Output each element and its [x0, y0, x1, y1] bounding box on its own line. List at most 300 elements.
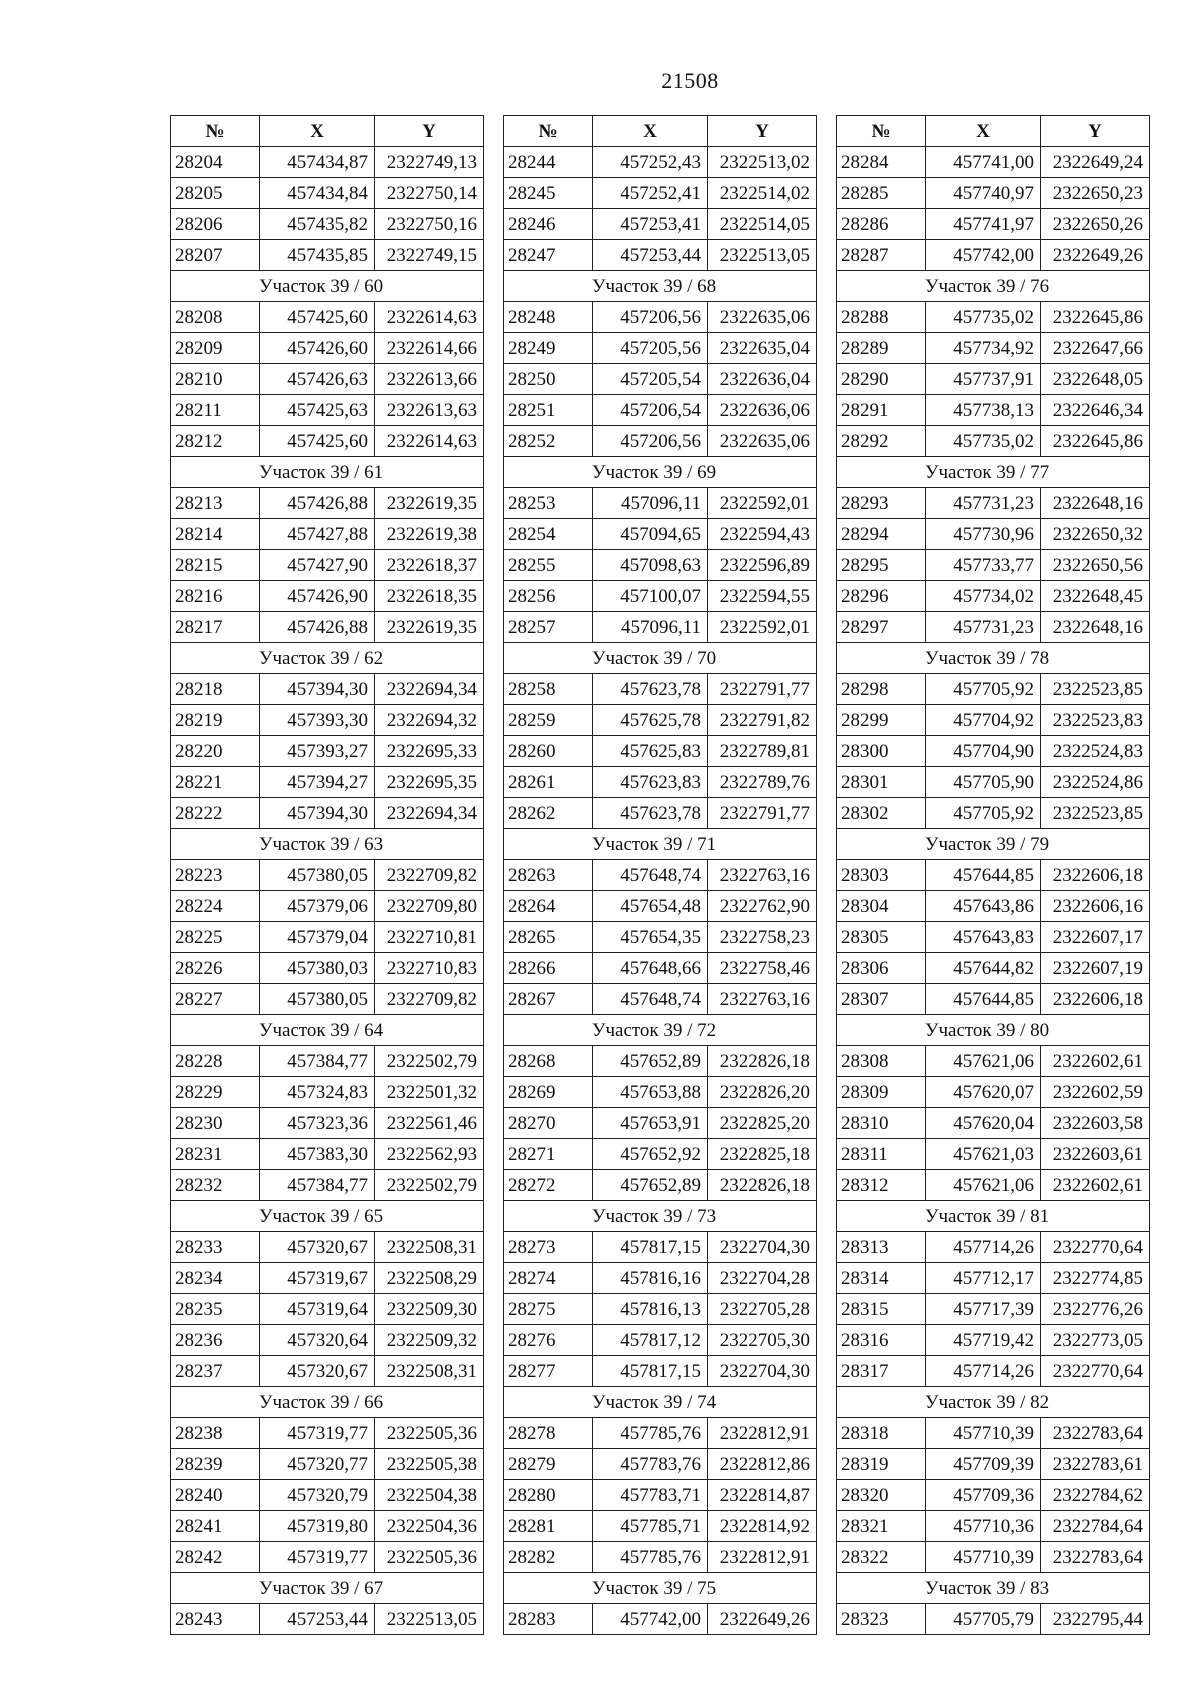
x-value: 457712,17 [926, 1263, 1041, 1294]
y-value: 2322561,46 [375, 1108, 484, 1139]
point-number: 28317 [837, 1356, 926, 1387]
section-row [504, 1573, 817, 1604]
point-number: 28219 [171, 705, 260, 736]
point-number: 28315 [837, 1294, 926, 1325]
table-row [171, 1604, 484, 1635]
point-number: 28229 [171, 1077, 260, 1108]
point-number: 28214 [171, 519, 260, 550]
table-row [837, 395, 1150, 426]
y-value: 2322502,79 [375, 1046, 484, 1077]
y-value: 2322636,06 [708, 395, 817, 426]
point-number: 28231 [171, 1139, 260, 1170]
point-number: 28265 [504, 922, 593, 953]
table-row [504, 1170, 817, 1201]
x-value: 457714,26 [926, 1356, 1041, 1387]
y-value: 2322758,23 [708, 922, 817, 953]
y-value: 2322710,81 [375, 922, 484, 953]
y-value: 2322750,14 [375, 178, 484, 209]
section-row [171, 271, 484, 302]
x-value: 457644,82 [926, 953, 1041, 984]
table-row [504, 891, 817, 922]
x-value: 457734,02 [926, 581, 1041, 612]
x-value: 457098,63 [593, 550, 708, 581]
x-value: 457643,86 [926, 891, 1041, 922]
table-row [171, 395, 484, 426]
x-value: 457648,74 [593, 984, 708, 1015]
section-row [504, 457, 817, 488]
point-number: 28256 [504, 581, 593, 612]
table-row [504, 984, 817, 1015]
y-value: 2322750,16 [375, 209, 484, 240]
y-value: 2322505,38 [375, 1449, 484, 1480]
table-row [837, 798, 1150, 829]
table-row [837, 209, 1150, 240]
point-number: 28215 [171, 550, 260, 581]
table-row [504, 953, 817, 984]
table-row [837, 1077, 1150, 1108]
table-row [171, 798, 484, 829]
x-value: 457380,05 [260, 984, 375, 1015]
page-number: 21508 [661, 68, 719, 93]
x-value: 457427,88 [260, 519, 375, 550]
table-row [504, 1449, 817, 1480]
y-value: 2322789,76 [708, 767, 817, 798]
y-value: 2322514,02 [708, 178, 817, 209]
x-value: 457709,36 [926, 1480, 1041, 1511]
table-row [171, 953, 484, 984]
x-value: 457705,90 [926, 767, 1041, 798]
x-value: 457425,60 [260, 426, 375, 457]
section-label: Участок 39 / 61 [171, 457, 484, 488]
x-value: 457625,83 [593, 736, 708, 767]
table-row [171, 1139, 484, 1170]
y-value: 2322613,66 [375, 364, 484, 395]
x-value: 457709,39 [926, 1449, 1041, 1480]
y-value: 2322650,32 [1041, 519, 1150, 550]
table-row [837, 178, 1150, 209]
section-label: Участок 39 / 69 [504, 457, 817, 488]
table-row [837, 302, 1150, 333]
y-value: 2322825,20 [708, 1108, 817, 1139]
y-value: 2322704,30 [708, 1356, 817, 1387]
point-number: 28285 [837, 178, 926, 209]
point-number: 28259 [504, 705, 593, 736]
table-row [837, 426, 1150, 457]
y-value: 2322562,93 [375, 1139, 484, 1170]
section-label: Участок 39 / 78 [837, 643, 1150, 674]
point-number: 28217 [171, 612, 260, 643]
point-number: 28267 [504, 984, 593, 1015]
table-row [171, 488, 484, 519]
table-row [171, 519, 484, 550]
x-value: 457096,11 [593, 612, 708, 643]
table-row [504, 240, 817, 271]
y-value: 2322784,64 [1041, 1511, 1150, 1542]
table-row [837, 147, 1150, 178]
point-number: 28293 [837, 488, 926, 519]
table-row [171, 1232, 484, 1263]
point-number: 28297 [837, 612, 926, 643]
y-value: 2322649,26 [1041, 240, 1150, 271]
section-row [837, 643, 1150, 674]
x-value: 457426,60 [260, 333, 375, 364]
x-value: 457319,80 [260, 1511, 375, 1542]
x-value: 457094,65 [593, 519, 708, 550]
point-number: 28303 [837, 860, 926, 891]
point-number: 28226 [171, 953, 260, 984]
point-number: 28242 [171, 1542, 260, 1573]
table-row [504, 860, 817, 891]
point-number: 28250 [504, 364, 593, 395]
section-row [504, 1015, 817, 1046]
point-number: 28284 [837, 147, 926, 178]
coordinates-table-1 [170, 115, 484, 1635]
table-row [171, 767, 484, 798]
y-value: 2322710,83 [375, 953, 484, 984]
x-value: 457623,78 [593, 674, 708, 705]
point-number: 28282 [504, 1542, 593, 1573]
point-number: 28252 [504, 426, 593, 457]
y-value: 2322704,30 [708, 1232, 817, 1263]
table-row [504, 426, 817, 457]
y-value: 2322709,80 [375, 891, 484, 922]
y-value: 2322705,30 [708, 1325, 817, 1356]
section-row [837, 271, 1150, 302]
table-row [504, 519, 817, 550]
table-row [171, 240, 484, 271]
table-row [171, 1263, 484, 1294]
point-number: 28310 [837, 1108, 926, 1139]
point-number: 28207 [171, 240, 260, 271]
point-number: 28239 [171, 1449, 260, 1480]
y-value: 2322825,18 [708, 1139, 817, 1170]
y-value: 2322650,26 [1041, 209, 1150, 240]
x-value: 457705,79 [926, 1604, 1041, 1635]
point-number: 28322 [837, 1542, 926, 1573]
y-value: 2322812,91 [708, 1418, 817, 1449]
y-value: 2322618,37 [375, 550, 484, 581]
x-value: 457621,03 [926, 1139, 1041, 1170]
table-row [171, 984, 484, 1015]
table-row [837, 1604, 1150, 1635]
x-value: 457252,41 [593, 178, 708, 209]
table-row [504, 1046, 817, 1077]
x-value: 457205,56 [593, 333, 708, 364]
section-label: Участок 39 / 82 [837, 1387, 1150, 1418]
table-row [504, 612, 817, 643]
x-value: 457434,87 [260, 147, 375, 178]
x-value: 457621,06 [926, 1170, 1041, 1201]
table-row [504, 1139, 817, 1170]
table-row [171, 1449, 484, 1480]
x-value: 457737,91 [926, 364, 1041, 395]
y-value: 2322618,35 [375, 581, 484, 612]
y-value: 2322502,79 [375, 1170, 484, 1201]
point-number: 28279 [504, 1449, 593, 1480]
y-value: 2322504,36 [375, 1511, 484, 1542]
x-value: 457100,07 [593, 581, 708, 612]
table-row [504, 1604, 817, 1635]
section-row [171, 643, 484, 674]
y-value: 2322646,34 [1041, 395, 1150, 426]
table-row [171, 426, 484, 457]
y-value: 2322783,64 [1041, 1418, 1150, 1449]
point-number: 28295 [837, 550, 926, 581]
section-row [171, 829, 484, 860]
x-value: 457384,77 [260, 1046, 375, 1077]
table-row [837, 581, 1150, 612]
point-number: 28323 [837, 1604, 926, 1635]
y-value: 2322505,36 [375, 1418, 484, 1449]
table-row [171, 178, 484, 209]
table-row [171, 550, 484, 581]
x-value: 457731,23 [926, 612, 1041, 643]
y-value: 2322596,89 [708, 550, 817, 581]
x-value: 457206,54 [593, 395, 708, 426]
y-value: 2322594,43 [708, 519, 817, 550]
table-row [837, 1139, 1150, 1170]
y-value: 2322523,85 [1041, 798, 1150, 829]
y-value: 2322619,35 [375, 612, 484, 643]
y-value: 2322602,61 [1041, 1170, 1150, 1201]
section-row [837, 1573, 1150, 1604]
y-value: 2322791,77 [708, 674, 817, 705]
point-number: 28298 [837, 674, 926, 705]
table-row [171, 1418, 484, 1449]
x-value: 457734,92 [926, 333, 1041, 364]
table-row [171, 922, 484, 953]
section-row [837, 1201, 1150, 1232]
section-row [171, 1573, 484, 1604]
y-value: 2322648,45 [1041, 581, 1150, 612]
point-number: 28308 [837, 1046, 926, 1077]
table-row [837, 550, 1150, 581]
point-number: 28294 [837, 519, 926, 550]
y-value: 2322784,62 [1041, 1480, 1150, 1511]
point-number: 28257 [504, 612, 593, 643]
x-value: 457380,03 [260, 953, 375, 984]
table-row [837, 736, 1150, 767]
point-number: 28301 [837, 767, 926, 798]
y-value: 2322513,02 [708, 147, 817, 178]
section-label: Участок 39 / 76 [837, 271, 1150, 302]
y-value: 2322603,58 [1041, 1108, 1150, 1139]
table-row [171, 333, 484, 364]
point-number: 28320 [837, 1480, 926, 1511]
point-number: 28224 [171, 891, 260, 922]
section-row [504, 829, 817, 860]
x-value: 457648,66 [593, 953, 708, 984]
y-value: 2322695,33 [375, 736, 484, 767]
section-row [171, 1201, 484, 1232]
table-row [171, 891, 484, 922]
y-value: 2322603,61 [1041, 1139, 1150, 1170]
y-value: 2322694,32 [375, 705, 484, 736]
section-row [504, 643, 817, 674]
x-value: 457785,76 [593, 1542, 708, 1573]
point-number: 28223 [171, 860, 260, 891]
section-label: Участок 39 / 65 [171, 1201, 484, 1232]
x-value: 457644,85 [926, 984, 1041, 1015]
x-value: 457319,77 [260, 1542, 375, 1573]
table-row [837, 1046, 1150, 1077]
x-value: 457096,11 [593, 488, 708, 519]
y-value: 2322614,63 [375, 426, 484, 457]
point-number: 28291 [837, 395, 926, 426]
table-row [504, 1263, 817, 1294]
section-label: Участок 39 / 75 [504, 1573, 817, 1604]
y-value: 2322614,63 [375, 302, 484, 333]
section-label: Участок 39 / 66 [171, 1387, 484, 1418]
x-value: 457253,44 [260, 1604, 375, 1635]
x-value: 457435,82 [260, 209, 375, 240]
x-value: 457384,77 [260, 1170, 375, 1201]
x-value: 457783,76 [593, 1449, 708, 1480]
point-number: 28230 [171, 1108, 260, 1139]
y-value: 2322776,26 [1041, 1294, 1150, 1325]
x-value: 457741,00 [926, 147, 1041, 178]
y-value: 2322649,24 [1041, 147, 1150, 178]
y-value: 2322513,05 [375, 1604, 484, 1635]
y-value: 2322614,66 [375, 333, 484, 364]
point-number: 28316 [837, 1325, 926, 1356]
point-number: 28313 [837, 1232, 926, 1263]
y-value: 2322695,35 [375, 767, 484, 798]
y-value: 2322826,20 [708, 1077, 817, 1108]
y-value: 2322606,18 [1041, 860, 1150, 891]
table-row [504, 1418, 817, 1449]
point-number: 28249 [504, 333, 593, 364]
x-value: 457319,64 [260, 1294, 375, 1325]
x-value: 457379,04 [260, 922, 375, 953]
y-value: 2322509,32 [375, 1325, 484, 1356]
table-row [504, 705, 817, 736]
x-value: 457320,79 [260, 1480, 375, 1511]
section-row [171, 1387, 484, 1418]
y-value: 2322645,86 [1041, 302, 1150, 333]
y-value: 2322523,83 [1041, 705, 1150, 736]
point-number: 28204 [171, 147, 260, 178]
x-value: 457710,36 [926, 1511, 1041, 1542]
y-value: 2322636,04 [708, 364, 817, 395]
point-number: 28206 [171, 209, 260, 240]
table-row [504, 550, 817, 581]
y-value: 2322508,29 [375, 1263, 484, 1294]
x-value: 457735,02 [926, 426, 1041, 457]
point-number: 28272 [504, 1170, 593, 1201]
x-value: 457394,30 [260, 674, 375, 705]
section-row [837, 1387, 1150, 1418]
table-row [171, 209, 484, 240]
point-number: 28232 [171, 1170, 260, 1201]
x-value: 457719,42 [926, 1325, 1041, 1356]
x-value: 457652,89 [593, 1046, 708, 1077]
y-value: 2322508,31 [375, 1356, 484, 1387]
x-value: 457623,83 [593, 767, 708, 798]
table-header-row [171, 116, 484, 147]
table-row [504, 767, 817, 798]
table-row [504, 1356, 817, 1387]
section-label: Участок 39 / 62 [171, 643, 484, 674]
header-num: № [837, 116, 926, 147]
table-row [837, 612, 1150, 643]
point-number: 28302 [837, 798, 926, 829]
point-number: 28212 [171, 426, 260, 457]
point-number: 28280 [504, 1480, 593, 1511]
x-value: 457320,77 [260, 1449, 375, 1480]
y-value: 2322762,90 [708, 891, 817, 922]
section-label: Участок 39 / 71 [504, 829, 817, 860]
table-row [837, 1356, 1150, 1387]
x-value: 457383,30 [260, 1139, 375, 1170]
point-number: 28278 [504, 1418, 593, 1449]
point-number: 28246 [504, 209, 593, 240]
y-value: 2322650,56 [1041, 550, 1150, 581]
y-value: 2322592,01 [708, 488, 817, 519]
section-label: Участок 39 / 60 [171, 271, 484, 302]
y-value: 2322791,82 [708, 705, 817, 736]
x-value: 457648,74 [593, 860, 708, 891]
x-value: 457394,30 [260, 798, 375, 829]
x-value: 457742,00 [593, 1604, 708, 1635]
table-row [837, 1449, 1150, 1480]
section-label: Участок 39 / 70 [504, 643, 817, 674]
table-header-row [837, 116, 1150, 147]
x-value: 457625,78 [593, 705, 708, 736]
table-header-row [504, 116, 817, 147]
x-value: 457426,63 [260, 364, 375, 395]
point-number: 28216 [171, 581, 260, 612]
point-number: 28251 [504, 395, 593, 426]
table-row [837, 1511, 1150, 1542]
point-number: 28209 [171, 333, 260, 364]
table-row [504, 1480, 817, 1511]
header-y: Y [375, 116, 484, 147]
table-row [171, 705, 484, 736]
x-value: 457704,90 [926, 736, 1041, 767]
point-number: 28205 [171, 178, 260, 209]
y-value: 2322758,46 [708, 953, 817, 984]
point-number: 28208 [171, 302, 260, 333]
point-number: 28276 [504, 1325, 593, 1356]
table-row [504, 1542, 817, 1573]
y-value: 2322770,64 [1041, 1232, 1150, 1263]
table-row [837, 364, 1150, 395]
point-number: 28263 [504, 860, 593, 891]
x-value: 457654,35 [593, 922, 708, 953]
table-row [837, 519, 1150, 550]
coordinates-table-3 [836, 115, 1150, 1635]
coordinates-table-2 [503, 115, 817, 1635]
point-number: 28238 [171, 1418, 260, 1449]
point-number: 28289 [837, 333, 926, 364]
section-row [837, 457, 1150, 488]
table-row [837, 705, 1150, 736]
section-row [504, 271, 817, 302]
y-value: 2322709,82 [375, 860, 484, 891]
table-row [171, 302, 484, 333]
table-row [504, 395, 817, 426]
x-value: 457785,71 [593, 1511, 708, 1542]
y-value: 2322602,61 [1041, 1046, 1150, 1077]
table-row [504, 1511, 817, 1542]
section-label: Участок 39 / 63 [171, 829, 484, 860]
x-value: 457320,67 [260, 1232, 375, 1263]
x-value: 457705,92 [926, 798, 1041, 829]
section-row [837, 829, 1150, 860]
section-label: Участок 39 / 79 [837, 829, 1150, 860]
point-number: 28247 [504, 240, 593, 271]
